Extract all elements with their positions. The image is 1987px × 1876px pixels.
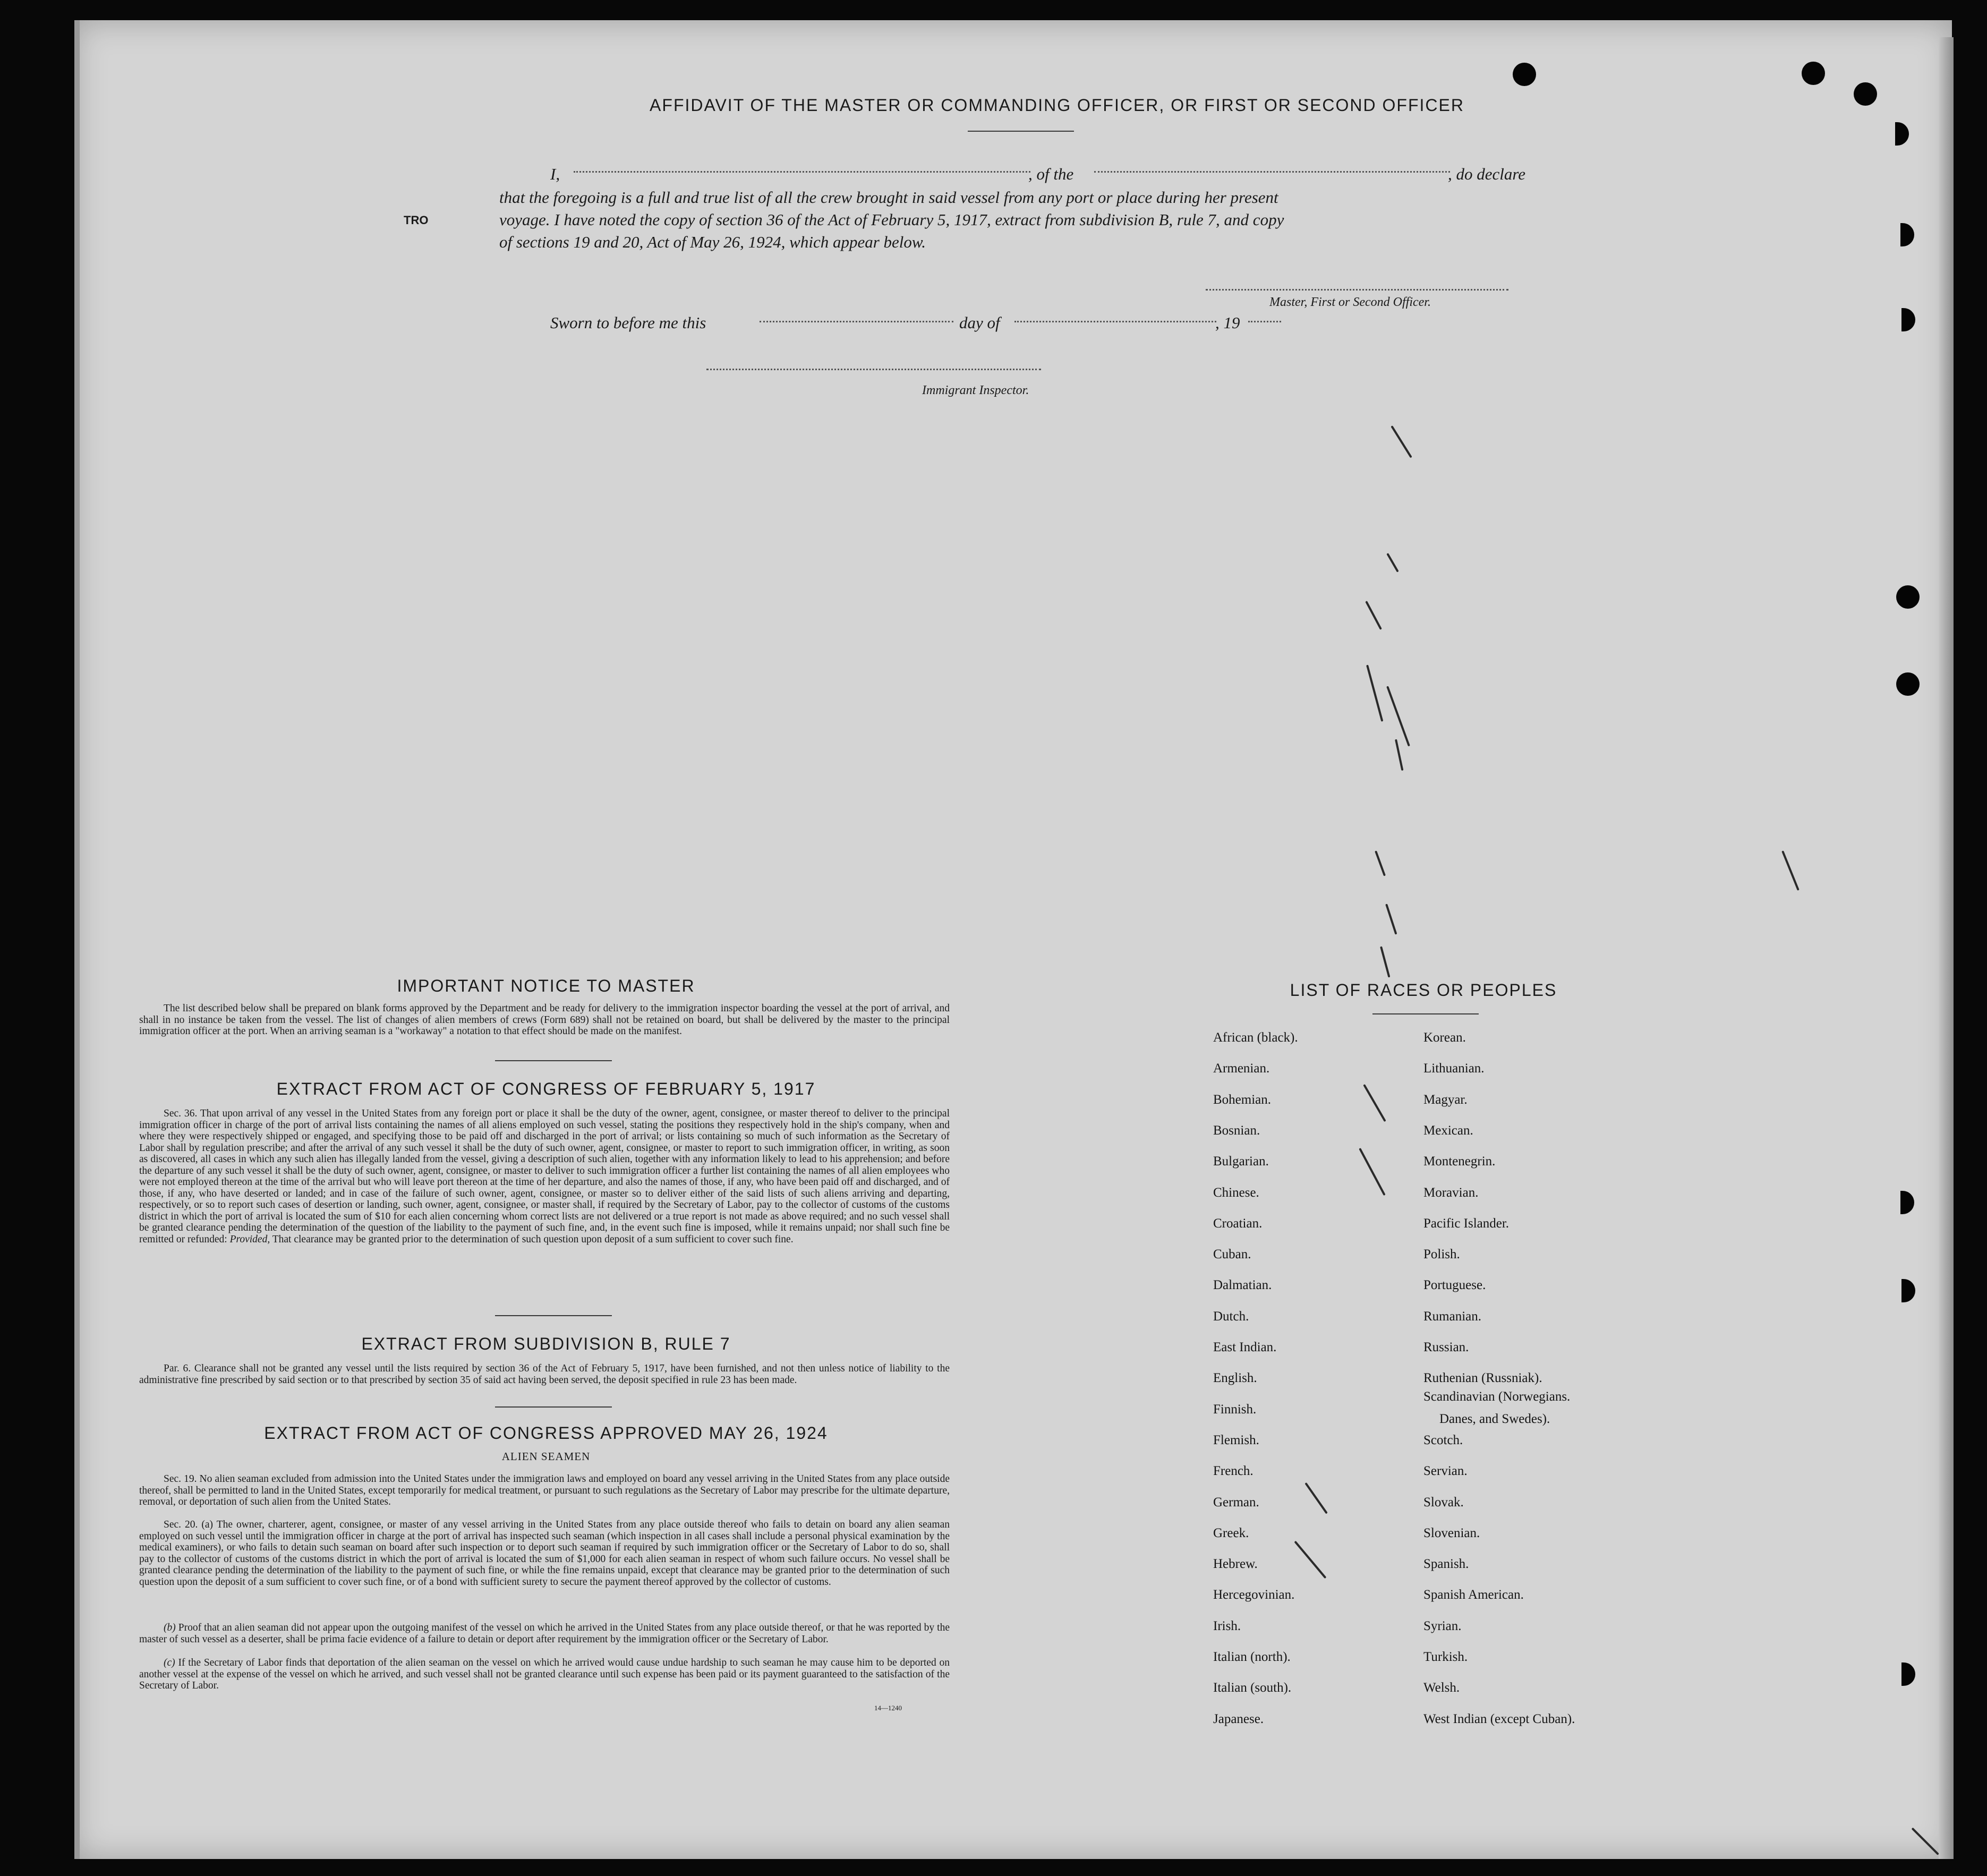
race-item: Armenian. xyxy=(1213,1061,1270,1076)
race-item: Spanish American. xyxy=(1423,1588,1524,1602)
race-item: Mexican. xyxy=(1423,1123,1473,1138)
sec20a-text: The owner, charterer, agent, consignee, or master of any vessel arriving in the United States from any place outside thereof who fails to detain on board any alien seaman employed on such vessel until the immigration officer in charge at the port of arrival has inspected such seaman (which inspection in all cases shall include a personal physical examination by the medical examiners), or who fails to detain such seaman on board after such inspection or to deport such seaman if required by such immigration officer or the Secretary of Labor to do so, shall pay to the collector of customs of the customs district in which the port of arrival is located the sum of $1,000 for each alien seaman in respect of whom such failure occurs. No vessel shall be granted clearance pending the determination of the liability to the payment of such fine, or while the fine remains unpaid, except that clearance may be granted prior to the determination of such question upon the deposit of a sum sufficient to cover such fine, or of a bond with sufficient surety to secure the payment thereof approved by the collector of customs. xyxy=(139,1519,950,1588)
race-item: Scotch. xyxy=(1423,1433,1463,1447)
notice-body: The list described below shall be prepared on blank forms approved by the Department and be ready for delivery to the immigration inspector boarding the vessel at the port of arrival, and shall in no instance be taken from the vessel. The list of changes of alien members of crews (Form 689) shall not be retained on board, but shall be delivered by the master to the principal immigration officer at the port. When an arriving seaman is a "workaway" a notation to that effect should be made on the manifest. xyxy=(139,1003,950,1037)
title-rule xyxy=(968,131,1074,132)
section-rule xyxy=(495,1315,612,1316)
rule7-title: EXTRACT FROM SUBDIVISION B, RULE 7 xyxy=(361,1334,731,1353)
punch-hole xyxy=(1513,63,1536,86)
race-item: African (black). xyxy=(1213,1030,1298,1045)
extract-1917-title: EXTRACT FROM ACT OF CONGRESS OF FEBRUARY 5, 1917 xyxy=(276,1079,816,1098)
race-item: Spanish. xyxy=(1423,1557,1469,1571)
sec20a-body xyxy=(139,1519,950,1588)
sec20c-body xyxy=(139,1657,950,1692)
master-signature-caption: Master, First or Second Officer. xyxy=(1269,295,1431,309)
alien-seamen-subtitle: ALIEN SEAMEN xyxy=(501,1450,591,1463)
affidavit-i: I, xyxy=(550,165,560,183)
races-title: LIST OF RACES OR PEOPLES xyxy=(1290,980,1557,1000)
punch-hole xyxy=(1854,82,1877,106)
race-item: East Indian. xyxy=(1213,1340,1277,1354)
race-item: German. xyxy=(1213,1495,1259,1510)
sworn-prefix: Sworn to before me this xyxy=(550,313,706,332)
race-item: Dalmatian. xyxy=(1213,1278,1272,1292)
race-item: Greek. xyxy=(1213,1526,1249,1540)
affidavit-of-the: , of the xyxy=(1028,165,1074,183)
race-item: Irish. xyxy=(1213,1619,1241,1633)
race-item: West Indian (except Cuban). xyxy=(1423,1712,1575,1726)
race-item: Scandinavian (Norwegians. xyxy=(1423,1389,1571,1404)
race-item: Pacific Islander. xyxy=(1423,1216,1510,1231)
race-item: Cuban. xyxy=(1213,1247,1251,1261)
race-item: Finnish. xyxy=(1213,1402,1257,1417)
affidavit-line3: voyage. I have noted the copy of section 36 of the Act of February 5, 1917, extract from subdivision B, rule 7, and copy xyxy=(499,210,1284,229)
race-item: Bulgarian. xyxy=(1213,1154,1269,1169)
master-signature-line[interactable] xyxy=(1206,289,1508,291)
stray-stamp: TRO xyxy=(404,214,429,227)
vessel-blank[interactable] xyxy=(1094,171,1450,173)
race-item: Bohemian. xyxy=(1213,1093,1272,1107)
race-item: Slovak. xyxy=(1423,1495,1464,1510)
notice-title: IMPORTANT NOTICE TO MASTER xyxy=(397,976,695,995)
race-item: Lithuanian. xyxy=(1423,1061,1485,1076)
race-item: Hebrew. xyxy=(1213,1557,1258,1571)
extract-1924-title: EXTRACT FROM ACT OF CONGRESS APPROVED MAY 26, 1924 xyxy=(264,1423,828,1443)
race-item: Croatian. xyxy=(1213,1216,1263,1231)
sworn-day-blank[interactable] xyxy=(760,321,953,322)
sec20c-label: (c) xyxy=(164,1657,175,1668)
race-item: Hercegovinian. xyxy=(1213,1588,1295,1602)
extract-1917-text: Sec. 36. That upon arrival of any vessel in the United States from any foreign port or place it shall be the duty of the owner, agent, consignee, or master thereof to deliver to the principal immigration officer in charge of the port of arrival lists containing the names of all aliens employed on such vessel, stating the positions they respectively hold in the ship's company, when and where they were respectively shipped or engaged, and specifying those to be paid off and discharged in the port of arrival; or lists containing so much of such information as the Secretary of Labor shall by regulation prescribe; and after the arrival of any such vessel it shall be the duty of such owner, agent, consignee, or master to report to such immigration officer, in writing, as soon as discovered, all cases in which any such alien has illegally landed from the vessel, giving a description of such alien, together with any information likely to lead to his apprehension; and before the departure of any such vessel it shall be the duty of such owner, agent, consignee, or master to deliver to such immigration officer a further list containing the names of all alien employees who were not employed thereon at the time of the arrival but who will leave port thereon at the time of her departure, and also the names of those, if any, who have been paid off and discharged, and of those, if any, who have deserted or landed; and in case of the failure of such owner, agent, consignee, or master so to deliver either of the said lists of such aliens arriving and departing, respectively, or so to report such cases of desertion or landing, such owner, agent, consignee, or master shall, if required by the Secretary of Labor, pay to the collector of customs of the customs district in which the port of arrival is located the sum of $10 for each alien concerning whom correct lists are not delivered or a true report is not made as above required; and no such vessel shall be granted clearance pending the determination of the question of the liability to the payment of such fine, and, in the event such fine is imposed, while it remains unpaid; nor shall such fine be remitted or refunded: xyxy=(139,1108,950,1245)
punch-hole xyxy=(1802,62,1825,85)
race-item: Russian. xyxy=(1423,1340,1469,1354)
race-item: Rumanian. xyxy=(1423,1309,1482,1324)
name-blank[interactable] xyxy=(574,171,1030,173)
extract-1917-body xyxy=(139,1108,950,1245)
race-item: Flemish. xyxy=(1213,1433,1259,1447)
rule7-body: Par. 6. Clearance shall not be granted any vessel until the lists required by section 36 of the Act of February 5, 1917, have been furnished, and not then unless notice of liability to the administrative fine prescribed by said section or to that prescribed by section 35 of said act having been served, the deposit specified in rule 23 has been made. xyxy=(139,1363,950,1386)
page-right-edge xyxy=(1939,37,1954,1859)
affidavit-line4: of sections 19 and 20, Act of May 26, 1924, which appear below. xyxy=(499,233,926,251)
affidavit-declare: , do declare xyxy=(1448,165,1526,183)
race-item: Moravian. xyxy=(1423,1186,1479,1200)
section-rule xyxy=(495,1406,612,1408)
provided-word: Provided, xyxy=(229,1233,270,1245)
race-item: Dutch. xyxy=(1213,1309,1249,1324)
sworn-year: , 19 xyxy=(1215,313,1240,332)
race-item: Korean. xyxy=(1423,1030,1466,1045)
punch-hole xyxy=(1896,585,1920,609)
sec20c-text: If the Secretary of Labor finds that deportation of the alien seaman on the vessel on which he arrived would cause undue hardship to such seaman he may cause him to be deported on another vessel at the expense of the vessel on which he arrived, and such vessel shall not be granted clearance until such expense has been paid or its payment guaranteed to the satisfaction of the Secretary of Labor. xyxy=(139,1657,950,1691)
extract-1917-text-end: That clearance may be granted prior to the determination of such question upon deposit of a sum sufficient to cover such fine. xyxy=(272,1233,794,1245)
race-item: Bosnian. xyxy=(1213,1123,1260,1138)
affidavit-line2: that the foregoing is a full and true list of all the crew brought in said vessel from any port or place during her present xyxy=(499,188,1278,207)
inspector-caption: Immigrant Inspector. xyxy=(922,383,1029,397)
form-number: 14—1240 xyxy=(874,1704,902,1712)
inspector-signature-line[interactable] xyxy=(706,369,1041,370)
race-item: Ruthenian (Russniak). xyxy=(1423,1371,1542,1385)
sec20a-label: Sec. 20. (a) xyxy=(164,1519,214,1530)
race-item: Chinese. xyxy=(1213,1186,1259,1200)
race-item: Italian (south). xyxy=(1213,1681,1292,1695)
sworn-day-of: day of xyxy=(959,313,1000,332)
sworn-year-blank[interactable] xyxy=(1248,321,1281,322)
race-item: Slovenian. xyxy=(1423,1526,1480,1540)
page-left-edge xyxy=(74,20,80,1859)
race-item: Magyar. xyxy=(1423,1093,1468,1107)
race-item: Syrian. xyxy=(1423,1619,1462,1633)
race-item: Polish. xyxy=(1423,1247,1460,1261)
affidavit-title: AFFIDAVIT OF THE MASTER OR COMMANDING OFFICER, OR FIRST OR SECOND OFFICER xyxy=(650,96,1464,115)
race-item: English. xyxy=(1213,1371,1257,1385)
punch-hole xyxy=(1896,672,1920,696)
race-item: Portuguese. xyxy=(1423,1278,1486,1292)
race-item: Montenegrin. xyxy=(1423,1154,1496,1169)
races-title-rule xyxy=(1372,1013,1479,1014)
race-item: Japanese. xyxy=(1213,1712,1264,1726)
sworn-month-blank[interactable] xyxy=(1014,321,1216,322)
sec19-body: Sec. 19. No alien seaman excluded from admission into the United States under the immigration laws and employed on board any vessel arriving in the United States from any place outside thereof, shall be permitted to land in the United States, except temporarily for medical treatment, or pursuant to such regulations as the Secretary of Labor may prescribe for the ultimate departure, removal, or deportation of such alien from the United States. xyxy=(139,1473,950,1507)
race-item: Italian (north). xyxy=(1213,1650,1291,1664)
section-rule xyxy=(495,1060,612,1061)
sec20b-label: (b) xyxy=(164,1622,176,1633)
sec20b-text: Proof that an alien seaman did not appear upon the outgoing manifest of the vessel on which he arrived in the United States from any place outside thereof, or that he was reported by the master of such vessel as a deserter, shall be prima facie evidence of a failure to detain or deport after requirement by the immigration officer or the Secretary of Labor. xyxy=(139,1622,950,1645)
race-item: French. xyxy=(1213,1464,1253,1478)
race-scandinavian-continued: Danes, and Swedes). xyxy=(1439,1412,1550,1426)
sec20b-body xyxy=(139,1622,950,1645)
race-item: Welsh. xyxy=(1423,1681,1460,1695)
race-item: Servian. xyxy=(1423,1464,1468,1478)
race-item: Turkish. xyxy=(1423,1650,1468,1664)
